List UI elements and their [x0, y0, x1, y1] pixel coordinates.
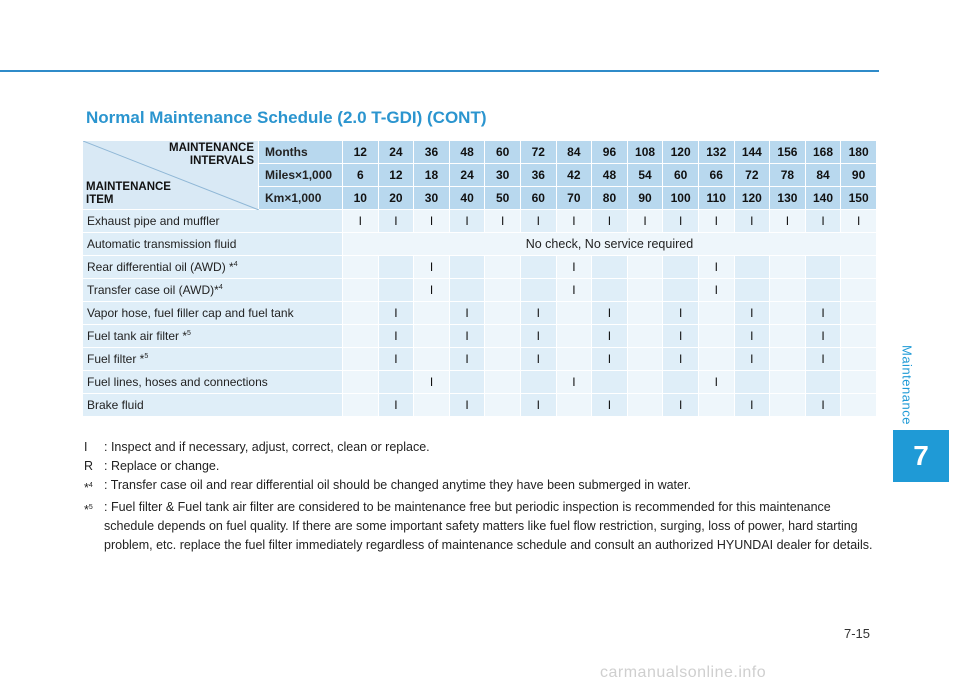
schedule-cell: I [414, 279, 450, 302]
header-interval-cell: 50 [485, 187, 521, 210]
note-item [84, 498, 884, 555]
schedule-cell [698, 348, 734, 371]
note-key-sup: 4 [88, 482, 93, 489]
schedule-cell: I [414, 256, 450, 279]
maintenance-item-label [83, 256, 343, 279]
schedule-cell [485, 325, 521, 348]
header-interval-cell: 132 [698, 141, 734, 164]
schedule-cell: I [449, 302, 485, 325]
schedule-cell [663, 256, 699, 279]
schedule-cell [698, 325, 734, 348]
schedule-cell [449, 256, 485, 279]
header-interval-cell: 36 [414, 141, 450, 164]
schedule-cell: I [592, 348, 628, 371]
schedule-cell [485, 279, 521, 302]
page-number: 7-15 [844, 626, 871, 641]
schedule-cell [592, 371, 628, 394]
schedule-cell [449, 279, 485, 302]
header-interval-cell: 54 [627, 164, 663, 187]
schedule-cell [734, 256, 770, 279]
schedule-cell [592, 256, 628, 279]
table-row [83, 394, 877, 417]
schedule-cell: I [698, 210, 734, 233]
header-interval-cell: 96 [592, 141, 628, 164]
header-interval-cell: 48 [592, 164, 628, 187]
item-footnote-ref: 5 [187, 330, 191, 337]
header-interval-cell: 30 [485, 164, 521, 187]
schedule-cell: I [343, 210, 379, 233]
maintenance-schedule-table [82, 140, 877, 417]
schedule-cell [343, 302, 379, 325]
note-key-text: I [84, 440, 88, 454]
header-interval-cell: 18 [414, 164, 450, 187]
header-interval-cell: 150 [841, 187, 877, 210]
schedule-cell: I [805, 325, 841, 348]
corner-bottom-line2: ITEM [86, 194, 114, 206]
schedule-cell: I [698, 279, 734, 302]
schedule-cell [698, 302, 734, 325]
schedule-cell [627, 371, 663, 394]
schedule-cell [378, 279, 414, 302]
schedule-cell: I [734, 302, 770, 325]
schedule-cell [734, 371, 770, 394]
schedule-cell: I [592, 210, 628, 233]
schedule-cell: I [627, 210, 663, 233]
header-interval-cell: 156 [770, 141, 806, 164]
header-interval-cell: 36 [520, 164, 556, 187]
schedule-cell: I [378, 394, 414, 417]
header-interval-cell: 20 [378, 187, 414, 210]
table-row [83, 279, 877, 302]
table-row [83, 325, 877, 348]
schedule-cell [414, 302, 450, 325]
schedule-cell: I [698, 256, 734, 279]
item-label-text: Brake fluid [87, 398, 144, 412]
schedule-cell: I [378, 348, 414, 371]
schedule-cell [414, 394, 450, 417]
table-row [83, 233, 877, 256]
header-row [83, 141, 877, 164]
note-text: : Transfer case oil and rear differential oil should be changed anytime they have been submerged in water. [104, 478, 691, 492]
schedule-cell [485, 394, 521, 417]
schedule-cell [414, 325, 450, 348]
schedule-cell [770, 302, 806, 325]
header-interval-cell: 108 [627, 141, 663, 164]
schedule-cell [841, 256, 877, 279]
sidebar-section-label: Maintenance [899, 345, 915, 425]
schedule-cell [449, 371, 485, 394]
corner-bottom-line1: MAINTENANCE [86, 181, 171, 193]
schedule-cell [556, 325, 592, 348]
header-interval-cell: 84 [556, 141, 592, 164]
header-interval-cell: 12 [378, 164, 414, 187]
header-interval-cell: 72 [520, 141, 556, 164]
header-interval-cell: 66 [698, 164, 734, 187]
header-interval-cell: 42 [556, 164, 592, 187]
schedule-cell: I [734, 348, 770, 371]
note-key-text: R [84, 459, 94, 473]
schedule-cell [556, 302, 592, 325]
note-key-sup: 5 [88, 504, 93, 512]
item-footnote-ref: 4 [233, 261, 238, 268]
top-rule [0, 70, 879, 72]
item-label-text: Automatic transmission fluid [87, 237, 237, 251]
schedule-cell: I [378, 302, 414, 325]
schedule-cell [770, 371, 806, 394]
header-interval-cell: 60 [520, 187, 556, 210]
schedule-cell [485, 256, 521, 279]
table-row [83, 302, 877, 325]
schedule-cell [343, 371, 379, 394]
schedule-cell [770, 256, 806, 279]
schedule-cell: I [841, 210, 877, 233]
header-interval-cell: 6 [343, 164, 379, 187]
schedule-cell [627, 279, 663, 302]
schedule-cell [841, 325, 877, 348]
note-text: : Inspect and if necessary, adjust, correct, clean or replace. [104, 440, 430, 454]
maintenance-item-label [83, 233, 343, 256]
schedule-cell: I [592, 325, 628, 348]
schedule-cell: I [520, 210, 556, 233]
schedule-cell [627, 256, 663, 279]
note-item [84, 438, 884, 457]
schedule-cell [841, 371, 877, 394]
item-label-text: Exhaust pipe and muffler [87, 214, 220, 228]
schedule-cell [627, 302, 663, 325]
table-row [83, 371, 877, 394]
item-label-text: Fuel filter * [87, 352, 145, 366]
header-interval-cell: 80 [592, 187, 628, 210]
schedule-cell: I [770, 210, 806, 233]
header-interval-cell: 78 [770, 164, 806, 187]
header-interval-cell: 130 [770, 187, 806, 210]
header-corner [83, 141, 259, 210]
corner-intervals-label [169, 142, 254, 168]
schedule-cell [663, 279, 699, 302]
schedule-cell: I [414, 210, 450, 233]
schedule-cell [485, 302, 521, 325]
schedule-cell [627, 348, 663, 371]
schedule-cell [378, 371, 414, 394]
header-interval-cell: 24 [378, 141, 414, 164]
section-title: Normal Maintenance Schedule (2.0 T-GDI) (CONT) [86, 108, 487, 127]
schedule-cell: I [378, 325, 414, 348]
watermark: carmanualsonline.info [600, 664, 767, 681]
corner-top-line1: MAINTENANCE [169, 142, 254, 154]
maintenance-item-label [83, 279, 343, 302]
note-key-text: * [84, 481, 89, 496]
schedule-cell: I [698, 371, 734, 394]
header-row-label: Months [259, 141, 343, 164]
schedule-cell [841, 348, 877, 371]
schedule-cell: I [805, 348, 841, 371]
header-interval-cell: 30 [414, 187, 450, 210]
schedule-cell: I [663, 302, 699, 325]
header-interval-cell: 40 [449, 187, 485, 210]
maintenance-item-label [83, 210, 343, 233]
note-text: : Fuel filter & Fuel tank air filter are considered to be maintenance free but periodic inspection is recommended for this maintenance schedule depends on fuel quality. If there are some important safety matters like fuel flow restriction, surging, loss of power, hard starting problem, etc. replace the fuel filter immediately regardless of maintenance schedule and consult an authorized HYUNDAI dealer for details. [104, 500, 873, 553]
schedule-cell [378, 256, 414, 279]
schedule-cell [485, 371, 521, 394]
schedule-cell [556, 394, 592, 417]
schedule-cell: I [805, 394, 841, 417]
item-label-text: Transfer case oil (AWD)* [87, 283, 219, 297]
item-label-text: Fuel lines, hoses and connections [87, 375, 268, 389]
corner-top-line2: INTERVALS [189, 155, 254, 167]
header-interval-cell: 168 [805, 141, 841, 164]
schedule-cell: I [663, 210, 699, 233]
schedule-cell: I [449, 348, 485, 371]
schedule-cell: I [805, 210, 841, 233]
schedule-cell [627, 325, 663, 348]
schedule-cell [841, 279, 877, 302]
maintenance-item-label [83, 394, 343, 417]
schedule-cell [520, 256, 556, 279]
item-label-text: Vapor hose, fuel filler cap and fuel tank [87, 306, 294, 320]
schedule-cell: I [556, 256, 592, 279]
schedule-cell [770, 348, 806, 371]
header-interval-cell: 72 [734, 164, 770, 187]
schedule-cell [414, 348, 450, 371]
header-interval-cell: 70 [556, 187, 592, 210]
note-key [84, 457, 104, 476]
schedule-cell [841, 302, 877, 325]
maintenance-item-label [83, 325, 343, 348]
table-row [83, 348, 877, 371]
schedule-cell [343, 394, 379, 417]
schedule-cell: I [556, 210, 592, 233]
note-text: : Replace or change. [104, 459, 220, 473]
schedule-cell [698, 394, 734, 417]
schedule-cell: I [378, 210, 414, 233]
schedule-cell: I [449, 325, 485, 348]
header-interval-cell: 10 [343, 187, 379, 210]
schedule-cell: I [449, 394, 485, 417]
header-row-label: Miles×1,000 [259, 164, 343, 187]
schedule-cell [627, 394, 663, 417]
table-row [83, 256, 877, 279]
schedule-cell [343, 256, 379, 279]
schedule-cell: I [520, 325, 556, 348]
schedule-cell: I [663, 325, 699, 348]
schedule-cell [592, 279, 628, 302]
schedule-cell: I [592, 394, 628, 417]
header-interval-cell: 48 [449, 141, 485, 164]
note-key [84, 498, 104, 555]
schedule-cell: I [556, 371, 592, 394]
corner-item-label [86, 181, 171, 207]
note-item [84, 476, 884, 498]
maintenance-item-label [83, 348, 343, 371]
header-interval-cell: 180 [841, 141, 877, 164]
header-interval-cell: 140 [805, 187, 841, 210]
header-row-label: Km×1,000 [259, 187, 343, 210]
note-key [84, 476, 104, 498]
schedule-cell [734, 279, 770, 302]
schedule-cell [805, 256, 841, 279]
schedule-cell [343, 279, 379, 302]
item-footnote-ref: 5 [144, 353, 149, 360]
chapter-tab[interactable]: 7 [893, 430, 949, 482]
header-interval-cell: 120 [663, 141, 699, 164]
note-item [84, 457, 884, 476]
schedule-cell [841, 394, 877, 417]
schedule-cell [805, 371, 841, 394]
schedule-cell: I [592, 302, 628, 325]
note-key [84, 438, 104, 457]
item-footnote-ref: 4 [218, 284, 223, 291]
schedule-cell: I [663, 394, 699, 417]
table-row [83, 210, 877, 233]
schedule-cell [343, 325, 379, 348]
schedule-cell: I [520, 348, 556, 371]
header-interval-cell: 84 [805, 164, 841, 187]
header-interval-cell: 120 [734, 187, 770, 210]
header-interval-cell: 12 [343, 141, 379, 164]
schedule-cell [770, 279, 806, 302]
item-label-text: Fuel tank air filter * [87, 329, 188, 343]
maintenance-item-label [83, 371, 343, 394]
note-key-text: * [84, 503, 89, 518]
header-interval-cell: 90 [627, 187, 663, 210]
schedule-cell [343, 348, 379, 371]
schedule-cell: I [734, 325, 770, 348]
schedule-cell [520, 371, 556, 394]
schedule-cell: I [556, 279, 592, 302]
header-interval-cell: 60 [485, 141, 521, 164]
schedule-cell: I [520, 394, 556, 417]
schedule-cell: I [414, 371, 450, 394]
schedule-cell [770, 394, 806, 417]
no-service-note: No check, No service required [343, 233, 877, 256]
header-interval-cell: 100 [663, 187, 699, 210]
item-label-text: Rear differential oil (AWD) * [87, 260, 234, 274]
header-interval-cell: 60 [663, 164, 699, 187]
header-interval-cell: 144 [734, 141, 770, 164]
schedule-cell: I [520, 302, 556, 325]
schedule-cell [770, 325, 806, 348]
header-interval-cell: 90 [841, 164, 877, 187]
schedule-cell: I [734, 394, 770, 417]
header-interval-cell: 110 [698, 187, 734, 210]
notes [84, 438, 884, 555]
maintenance-item-label [83, 302, 343, 325]
schedule-cell [805, 279, 841, 302]
schedule-cell: I [449, 210, 485, 233]
schedule-cell [485, 348, 521, 371]
schedule-cell [520, 279, 556, 302]
header-interval-cell: 24 [449, 164, 485, 187]
schedule-cell: I [663, 348, 699, 371]
schedule-cell [556, 348, 592, 371]
schedule-cell: I [734, 210, 770, 233]
schedule-cell: I [485, 210, 521, 233]
schedule-cell: I [805, 302, 841, 325]
schedule-cell [663, 371, 699, 394]
